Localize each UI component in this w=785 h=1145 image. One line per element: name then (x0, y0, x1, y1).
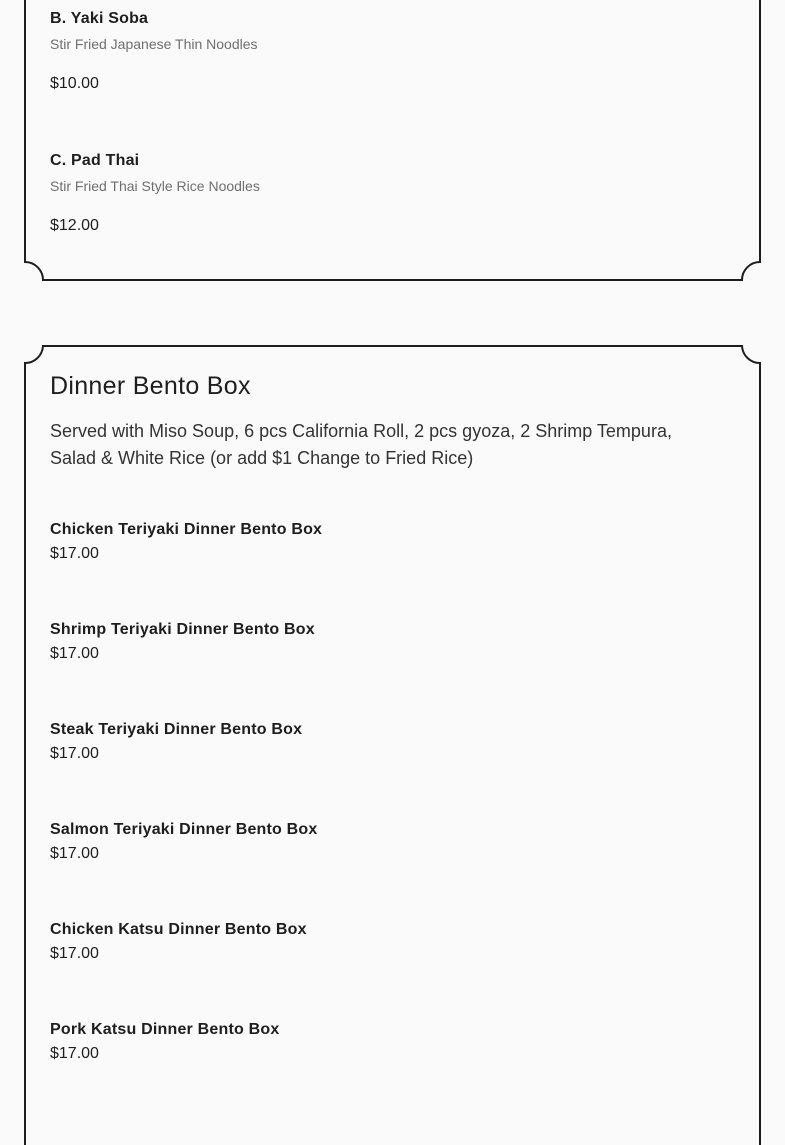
item-price: $17.00 (50, 845, 99, 862)
item-price: $17.00 (50, 945, 99, 962)
section-title: Dinner Bento Box (50, 372, 251, 400)
menu-item-pork-katsu-bento[interactable] (50, 1021, 279, 1063)
item-name: C. Pad Thai (50, 152, 140, 169)
noodles-menu-card (24, 0, 761, 281)
item-name: Steak Teriyaki Dinner Bento Box (50, 721, 303, 738)
menu-item-chicken-katsu-bento[interactable] (50, 921, 307, 963)
item-description: Stir Fried Thai Style Rice Noodles (50, 178, 260, 194)
section-description: Served with Miso Soup, 6 pcs California Roll, 2 pcs gyoza, 2 Shrimp Tempura, Salad & White Rice (or add $1 Change to Fried Rice) (50, 421, 672, 468)
menu-item-yaki-soba[interactable] (50, 10, 258, 93)
menu-item-salmon-teriyaki-bento[interactable] (50, 821, 318, 863)
item-name: Shrimp Teriyaki Dinner Bento Box (50, 621, 315, 638)
item-name: Pork Katsu Dinner Bento Box (50, 1021, 280, 1038)
menu-item-pad-thai[interactable] (50, 152, 260, 235)
item-price: $17.00 (50, 645, 99, 662)
item-name: Chicken Teriyaki Dinner Bento Box (50, 521, 323, 538)
item-price: $17.00 (50, 1045, 99, 1062)
item-price: $17.00 (50, 545, 99, 562)
item-name: Salmon Teriyaki Dinner Bento Box (50, 821, 318, 838)
menu-item-shrimp-teriyaki-bento[interactable] (50, 621, 315, 663)
item-description: Stir Fried Japanese Thin Noodles (50, 36, 258, 52)
dinner-bento-menu-card (24, 345, 761, 1145)
item-name: Chicken Katsu Dinner Bento Box (50, 921, 307, 938)
item-name: B. Yaki Soba (50, 10, 149, 27)
item-price: $10.00 (50, 75, 99, 92)
menu-item-chicken-teriyaki-bento[interactable] (50, 521, 322, 563)
item-price: $17.00 (50, 745, 99, 762)
menu-item-steak-teriyaki-bento[interactable] (50, 721, 302, 763)
item-price: $12.00 (50, 217, 99, 234)
